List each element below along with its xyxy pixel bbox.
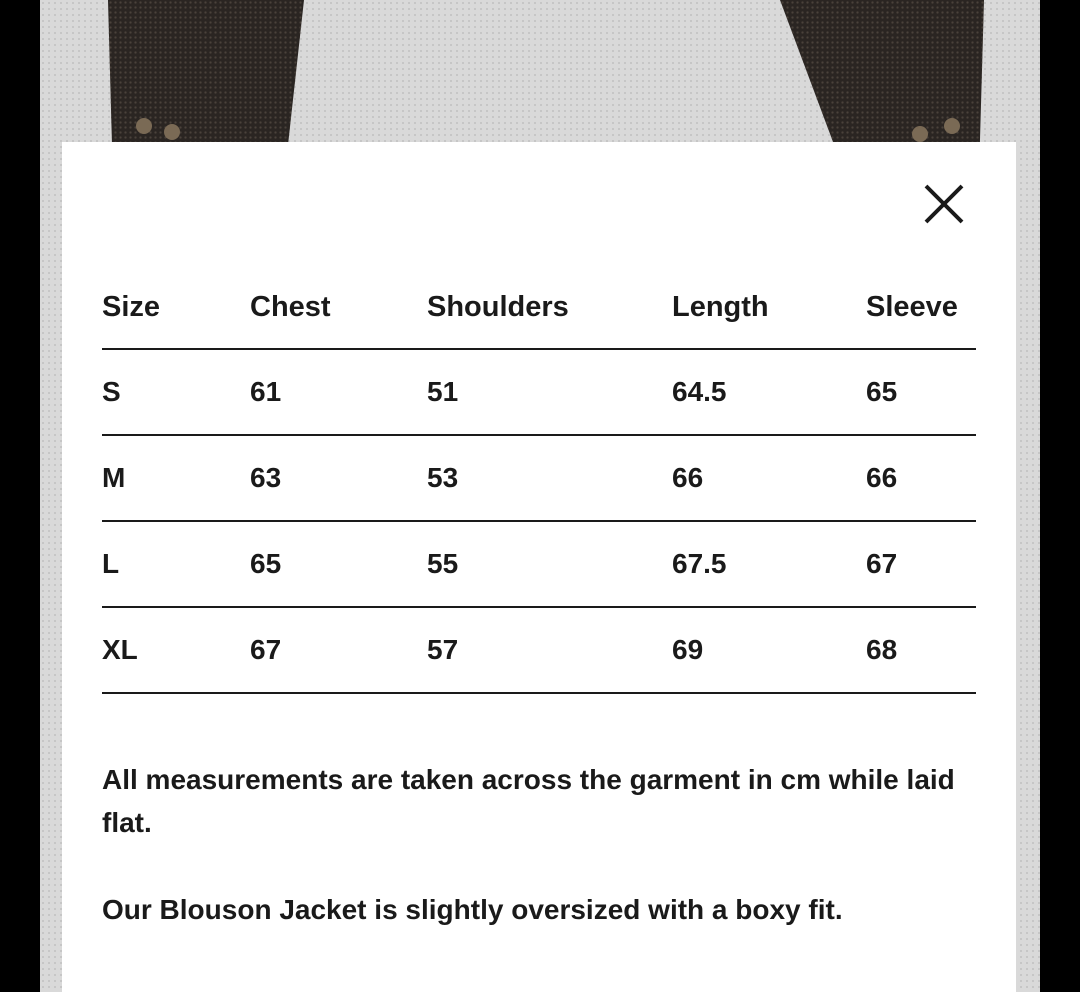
shoulders-cell: 57: [427, 607, 672, 693]
table-row: [102, 435, 976, 521]
table-row: [102, 349, 976, 435]
column-header-length: Length: [672, 266, 866, 349]
measurement-note: All measurements are taken across the garment in cm while laid flat.: [102, 764, 955, 838]
sleeve-cell: 68: [866, 607, 976, 693]
table-row: [102, 607, 976, 693]
length-cell: 66: [672, 435, 866, 521]
size-guide-modal: [62, 142, 1016, 992]
sleeve-cell: 66: [866, 435, 976, 521]
jacket-button: [136, 118, 152, 134]
jacket-button: [944, 118, 960, 134]
column-header-size: Size: [102, 266, 250, 349]
table-header-row: [102, 266, 976, 349]
table-row: [102, 521, 976, 607]
shoulders-cell: 55: [427, 521, 672, 607]
shoulders-cell: 51: [427, 349, 672, 435]
close-button[interactable]: [920, 180, 968, 228]
fit-note: Our Blouson Jacket is slightly oversized with a boxy fit.: [102, 894, 843, 925]
size-cell: XL: [102, 607, 250, 693]
size-cell: L: [102, 521, 250, 607]
close-icon: [920, 180, 968, 228]
column-header-sleeve: Sleeve: [866, 266, 976, 349]
length-cell: 64.5: [672, 349, 866, 435]
length-cell: 67.5: [672, 521, 866, 607]
chest-cell: 63: [250, 435, 427, 521]
sleeve-cell: 67: [866, 521, 976, 607]
column-header-chest: Chest: [250, 266, 427, 349]
length-cell: 69: [672, 607, 866, 693]
shoulders-cell: 53: [427, 435, 672, 521]
sleeve-cell: 65: [866, 349, 976, 435]
chest-cell: 61: [250, 349, 427, 435]
jacket-button: [164, 124, 180, 140]
size-chart-table: [102, 266, 976, 694]
chest-cell: 67: [250, 607, 427, 693]
jacket-button: [912, 126, 928, 142]
size-cell: S: [102, 349, 250, 435]
column-header-shoulders: Shoulders: [427, 266, 672, 349]
size-cell: M: [102, 435, 250, 521]
chest-cell: 65: [250, 521, 427, 607]
